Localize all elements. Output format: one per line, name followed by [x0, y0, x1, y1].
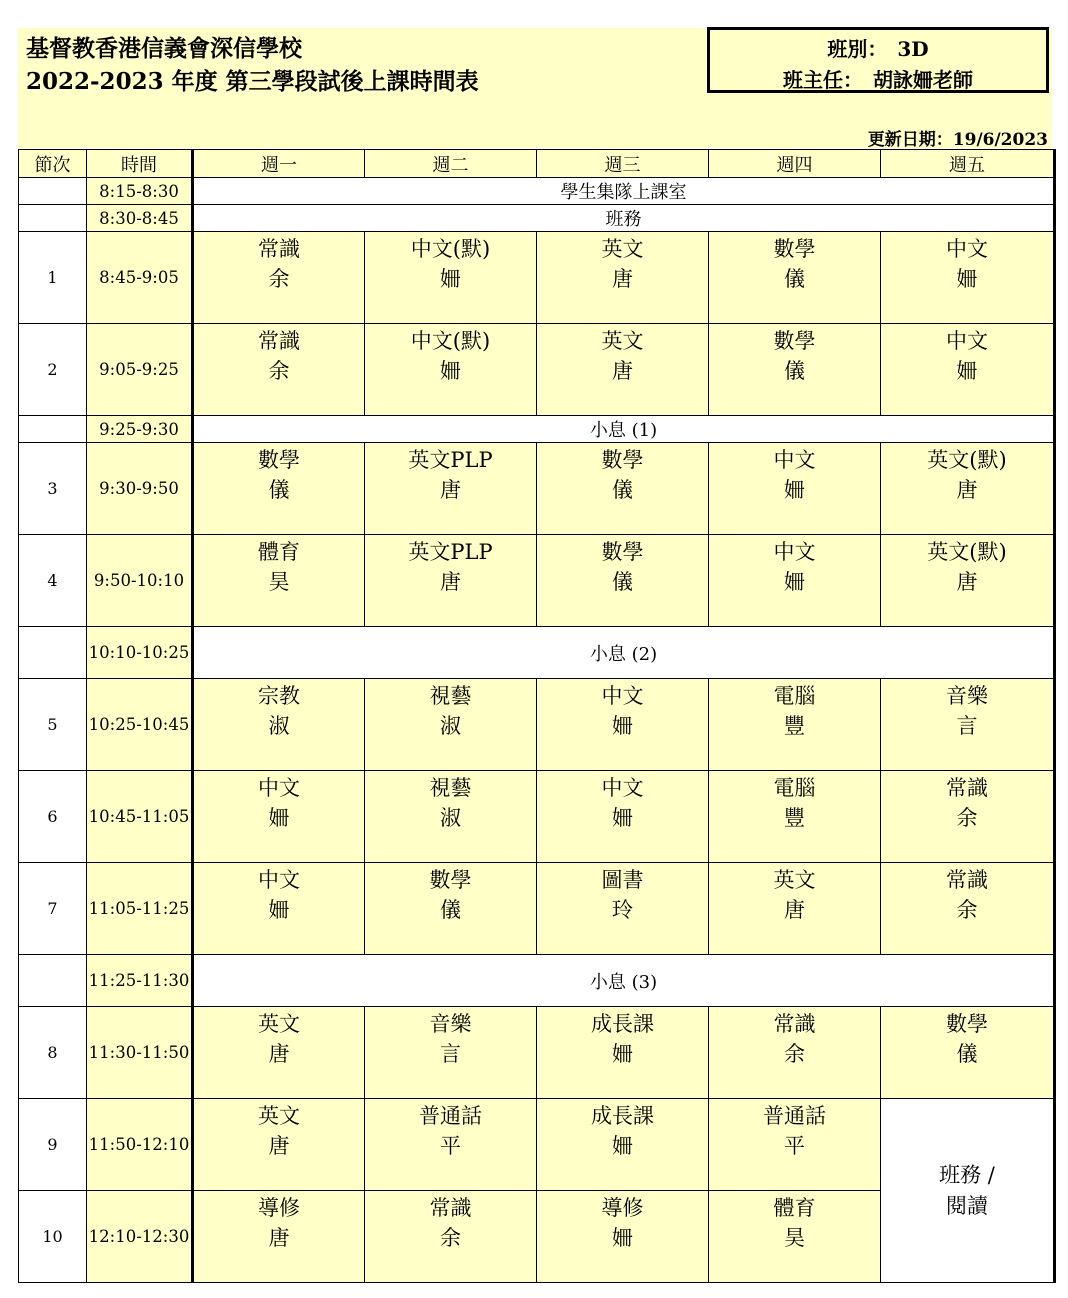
teacher-label: 班主任：: [783, 68, 863, 92]
lesson-subject: 常識: [429, 1196, 472, 1220]
period-row: [19, 679, 1055, 771]
merged-line2: 閱讀: [946, 1193, 988, 1218]
lesson-subject: 中文(默): [410, 237, 491, 261]
col-header-wed: 週三: [537, 150, 709, 178]
lesson-teacher: 儀: [612, 478, 633, 502]
lesson-cell: [193, 679, 365, 771]
period-time: 10:25-10:45: [87, 679, 193, 771]
lesson-subject: 英文(默): [927, 540, 1007, 564]
lesson-teacher: 余: [784, 1042, 805, 1066]
lesson-teacher: 儀: [956, 1042, 978, 1066]
timetable-title: 2022-2023 年度 第三學段試後上課時間表: [26, 68, 479, 95]
lesson-teacher: 余: [268, 267, 290, 291]
period-time: 9:05-9:25: [87, 324, 193, 416]
lesson-cell: [365, 535, 537, 627]
lesson-cell: [709, 771, 881, 863]
lesson-teacher: 儀: [268, 478, 290, 502]
lesson-teacher: 唐: [612, 359, 633, 383]
band-time: 8:30-8:45: [87, 205, 193, 232]
band-row-break3: [19, 955, 1055, 1007]
period-time: 9:50-10:10: [87, 535, 193, 627]
lesson-cell: [709, 1007, 881, 1099]
lesson-cell: [709, 1099, 881, 1191]
lesson-subject: 普通話: [763, 1104, 826, 1128]
lesson-subject: 數學: [601, 448, 644, 472]
lesson-teacher: 淑: [268, 714, 290, 738]
lesson-teacher: 唐: [440, 478, 461, 502]
lesson-teacher: 姍: [612, 714, 633, 738]
lesson-teacher: 余: [956, 806, 978, 830]
lesson-cell: [365, 771, 537, 863]
lesson-teacher: 唐: [784, 898, 805, 922]
lesson-teacher: 唐: [268, 1226, 290, 1250]
period-time: 9:30-9:50: [87, 443, 193, 535]
lesson-cell: [881, 1007, 1055, 1099]
band-row-assembly: [19, 178, 1055, 205]
lesson-teacher: 唐: [956, 478, 978, 502]
lesson-teacher: 余: [268, 359, 290, 383]
period-time: 11:50-12:10: [87, 1099, 193, 1191]
lesson-cell: [537, 443, 709, 535]
lesson-cell: [365, 863, 537, 955]
lesson-subject: 英文: [258, 1104, 300, 1128]
lesson-teacher: 姍: [956, 267, 978, 291]
col-header-tue: 週二: [365, 150, 537, 178]
lesson-teacher: 言: [440, 1042, 461, 1066]
lesson-cell: [881, 771, 1055, 863]
period-time: 11:05-11:25: [87, 863, 193, 955]
lesson-cell: [537, 679, 709, 771]
lesson-cell: [193, 1007, 365, 1099]
lesson-teacher: 平: [784, 1134, 805, 1158]
lesson-subject: 導修: [258, 1196, 300, 1220]
lesson-cell: [537, 324, 709, 416]
lesson-cell: [193, 1099, 365, 1191]
lesson-subject: 中文: [773, 448, 816, 472]
lesson-cell: [193, 863, 365, 955]
lesson-cell: [881, 679, 1055, 771]
period-time: 11:30-11:50: [87, 1007, 193, 1099]
lesson-cell: [537, 863, 709, 955]
lesson-subject: 電腦: [773, 776, 816, 800]
lesson-teacher: 儀: [440, 898, 461, 922]
lesson-subject: 普通話: [419, 1104, 482, 1128]
school-name: 基督教香港信義會深信學校: [26, 35, 302, 62]
period-row: [19, 771, 1055, 863]
lesson-teacher: 豐: [784, 714, 805, 738]
lesson-subject: 英文: [601, 329, 644, 353]
lesson-teacher: 淑: [440, 714, 461, 738]
lesson-teacher: 平: [440, 1134, 461, 1158]
lesson-subject: 音樂: [429, 1012, 472, 1036]
lesson-subject: 常識: [258, 329, 300, 353]
lesson-teacher: 玲: [612, 898, 633, 922]
period-row: [19, 863, 1055, 955]
lesson-teacher: 昊: [784, 1226, 805, 1250]
lesson-subject: 常識: [773, 1012, 816, 1036]
period-number: 3: [19, 443, 87, 535]
lesson-cell: [709, 1191, 881, 1283]
periods-1-2: [19, 232, 1055, 416]
periods-3-4: [19, 443, 1055, 627]
lesson-cell: [537, 1099, 709, 1191]
period-number: 7: [19, 863, 87, 955]
lesson-teacher: 姍: [784, 478, 805, 502]
lesson-teacher: 唐: [612, 267, 633, 291]
lesson-subject: 導修: [601, 1196, 644, 1220]
timetable: [18, 149, 1056, 1283]
lesson-subject: 數學: [773, 237, 816, 261]
lesson-cell: [365, 1191, 537, 1283]
header-row: [19, 150, 1055, 178]
lesson-cell: [365, 443, 537, 535]
class-label: 班別：: [827, 37, 888, 61]
lesson-cell: [709, 232, 881, 324]
lesson-teacher: 余: [440, 1226, 461, 1250]
lesson-cell: [365, 679, 537, 771]
lesson-cell: [193, 324, 365, 416]
lesson-teacher: 昊: [268, 570, 290, 594]
lesson-teacher: 余: [956, 898, 978, 922]
lesson-cell: [365, 232, 537, 324]
lesson-subject: 常識: [946, 776, 988, 800]
band-time: 8:15-8:30: [87, 178, 193, 205]
merged-cell-class-reading: [881, 1099, 1055, 1283]
lesson-cell: [193, 232, 365, 324]
lesson-teacher: 姍: [268, 806, 290, 830]
lesson-subject: 音樂: [946, 684, 988, 708]
lesson-cell: [709, 324, 881, 416]
lesson-subject: 數學: [773, 329, 816, 353]
lesson-subject: 英文PLP: [408, 540, 493, 564]
lesson-cell: [365, 1099, 537, 1191]
lesson-subject: 中文: [601, 684, 644, 708]
lesson-teacher: 姍: [612, 1134, 633, 1158]
period-number: 6: [19, 771, 87, 863]
lesson-cell: [709, 535, 881, 627]
period-number: 5: [19, 679, 87, 771]
lesson-cell: [365, 1007, 537, 1099]
lesson-subject: 宗教: [258, 684, 300, 708]
lesson-cell: [193, 535, 365, 627]
period-row: [19, 443, 1055, 535]
lesson-teacher: 姍: [440, 267, 461, 291]
period-row: [19, 324, 1055, 416]
period-time: 12:10-12:30: [87, 1191, 193, 1283]
lesson-cell: [881, 863, 1055, 955]
lesson-cell: [365, 324, 537, 416]
period-number: 2: [19, 324, 87, 416]
lesson-teacher: 儀: [612, 570, 633, 594]
band-row-break1: [19, 416, 1055, 443]
lesson-cell: [537, 1007, 709, 1099]
band-row-break2: [19, 627, 1055, 679]
lesson-subject: 英文PLP: [408, 448, 493, 472]
band-text: 小息 (1): [193, 416, 1055, 443]
lesson-cell: [193, 1191, 365, 1283]
teacher-value: 胡詠姍老師: [873, 68, 973, 92]
lesson-subject: 英文: [601, 237, 644, 261]
class-value: 3D: [897, 37, 929, 61]
lesson-subject: 數學: [258, 448, 300, 472]
updated-date: 更新日期：19/6/2023: [867, 130, 1048, 150]
period-number: 8: [19, 1007, 87, 1099]
lesson-subject: 數學: [429, 868, 472, 892]
lesson-teacher: 言: [956, 714, 978, 738]
lesson-cell: [537, 535, 709, 627]
period-row: [19, 1099, 1055, 1191]
lesson-cell: [193, 443, 365, 535]
period-row: [19, 232, 1055, 324]
lesson-teacher: 唐: [268, 1042, 290, 1066]
lesson-teacher: 姍: [956, 359, 978, 383]
lesson-cell: [881, 535, 1055, 627]
lesson-subject: 數學: [946, 1012, 988, 1036]
lesson-cell: [709, 679, 881, 771]
lesson-subject: 常識: [258, 237, 300, 261]
lesson-subject: 中文(默): [410, 329, 491, 353]
period-time: 10:45-11:05: [87, 771, 193, 863]
period-number: 1: [19, 232, 87, 324]
periods-8-10: [19, 1007, 1055, 1283]
periods-5-7: [19, 679, 1055, 955]
lesson-cell: [709, 863, 881, 955]
lesson-subject: 成長課: [591, 1012, 654, 1036]
lesson-subject: 英文: [773, 868, 816, 892]
lesson-subject: 英文: [258, 1012, 300, 1036]
col-header-mon: 週一: [193, 150, 365, 178]
class-info-box: [707, 27, 1049, 93]
lesson-subject: 電腦: [773, 684, 816, 708]
lesson-cell: [193, 771, 365, 863]
period-number: 10: [19, 1191, 87, 1283]
lesson-teacher: 唐: [440, 570, 461, 594]
lesson-cell: [881, 324, 1055, 416]
lesson-subject: 中文: [773, 540, 816, 564]
lesson-teacher: 儀: [784, 267, 805, 291]
band-row-class-affairs: [19, 205, 1055, 232]
col-header-thu: 週四: [709, 150, 881, 178]
lesson-cell: [709, 443, 881, 535]
lesson-subject: 圖書: [601, 868, 644, 892]
lesson-teacher: 淑: [440, 806, 461, 830]
lesson-subject: 體育: [773, 1196, 816, 1220]
lesson-subject: 中文: [258, 776, 300, 800]
lesson-subject: 體育: [258, 540, 300, 564]
lesson-cell: [881, 232, 1055, 324]
lesson-teacher: 姍: [784, 570, 805, 594]
period-row: [19, 1007, 1055, 1099]
lesson-cell: [537, 1191, 709, 1283]
lesson-cell: [881, 443, 1055, 535]
lesson-subject: 常識: [946, 868, 988, 892]
lesson-subject: 英文(默): [927, 448, 1007, 472]
band-time: 11:25-11:30: [87, 955, 193, 1007]
band-time: 9:25-9:30: [87, 416, 193, 443]
lesson-teacher: 唐: [956, 570, 978, 594]
lesson-cell: [537, 771, 709, 863]
lesson-subject: 中文: [946, 329, 988, 353]
band-text: 小息 (2): [193, 627, 1055, 679]
col-header-fri: 週五: [881, 150, 1055, 178]
lesson-subject: 中文: [258, 868, 300, 892]
lesson-subject: 數學: [601, 540, 644, 564]
period-row: [19, 535, 1055, 627]
merged-line1: 班務 /: [939, 1162, 995, 1187]
band-text: 學生集隊上課室: [193, 178, 1055, 205]
lesson-teacher: 姍: [440, 359, 461, 383]
col-header-period: 節次: [19, 150, 87, 178]
period-number: 9: [19, 1099, 87, 1191]
lesson-subject: 中文: [946, 237, 988, 261]
band-text: 班務: [193, 205, 1055, 232]
lesson-subject: 視藝: [429, 776, 472, 800]
band-time: 10:10-10:25: [87, 627, 193, 679]
period-number: 4: [19, 535, 87, 627]
lesson-teacher: 姍: [612, 806, 633, 830]
lesson-teacher: 豐: [784, 806, 805, 830]
lesson-subject: 視藝: [429, 684, 472, 708]
band-text: 小息 (3): [193, 955, 1055, 1007]
lesson-teacher: 姍: [612, 1042, 633, 1066]
col-header-time: 時間: [87, 150, 193, 178]
lesson-cell: [537, 232, 709, 324]
lesson-teacher: 姍: [268, 898, 290, 922]
lesson-teacher: 唐: [268, 1134, 290, 1158]
lesson-teacher: 儀: [784, 359, 805, 383]
period-time: 8:45-9:05: [87, 232, 193, 324]
lesson-subject: 中文: [601, 776, 644, 800]
lesson-subject: 成長課: [591, 1104, 654, 1128]
lesson-teacher: 姍: [612, 1226, 633, 1250]
